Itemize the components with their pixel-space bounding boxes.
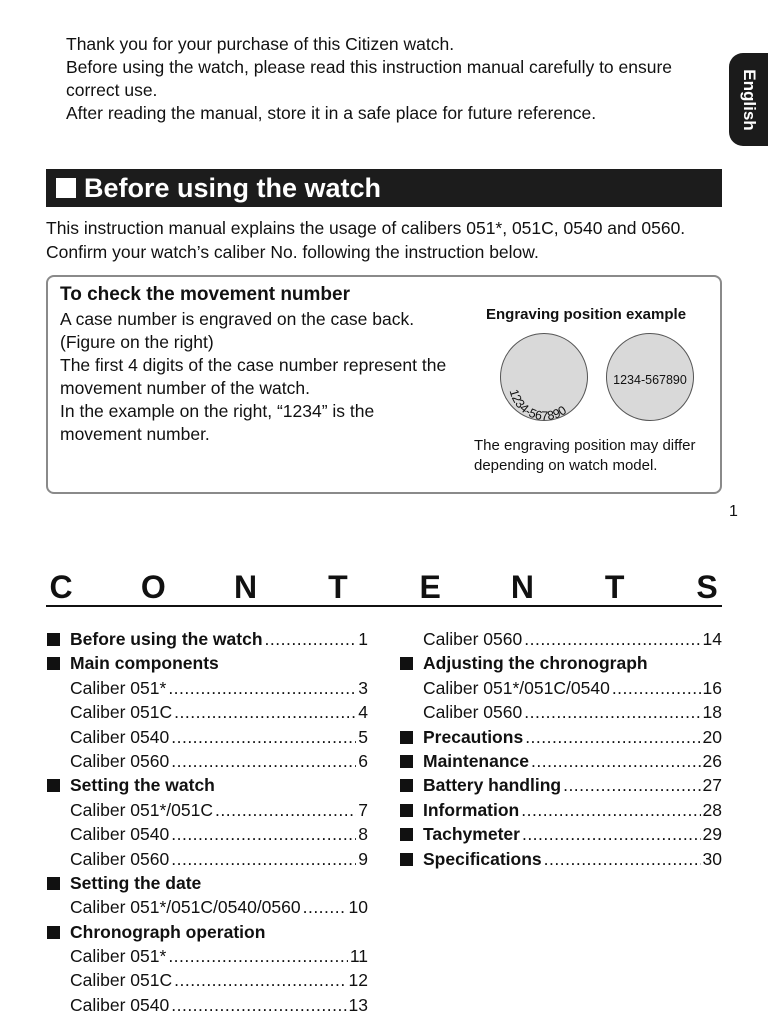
toc-section-entry[interactable] bbox=[46, 651, 368, 675]
toc-entry-label: Caliber 0540 bbox=[70, 994, 170, 1015]
toc-page-number: 9 bbox=[358, 848, 368, 869]
toc-page-number: 10 bbox=[348, 897, 368, 918]
toc-subentry[interactable] bbox=[46, 749, 368, 773]
toc-entry-label: Caliber 051* bbox=[70, 677, 167, 698]
toc-leader-dots bbox=[303, 895, 347, 919]
toc-leader-dots bbox=[522, 822, 701, 846]
toc-section-entry[interactable] bbox=[399, 822, 722, 846]
toc-entry-label: Caliber 051*/051C/0540 bbox=[423, 677, 610, 698]
language-tab[interactable] bbox=[729, 53, 768, 146]
box-line: The first 4 digits of the case number represent the movement number of the watch. bbox=[60, 355, 447, 398]
toc-page-number: 5 bbox=[358, 726, 368, 747]
toc-page-number: 11 bbox=[349, 946, 368, 967]
toc-leader-dots bbox=[171, 749, 356, 773]
toc-entry-label: Caliber 0560 bbox=[70, 750, 170, 771]
intro-text bbox=[66, 33, 706, 125]
toc-entry-label: Setting the watch bbox=[70, 775, 215, 796]
toc-entry-label: Caliber 051*/051C bbox=[70, 799, 214, 820]
toc-section-entry[interactable] bbox=[399, 773, 722, 797]
toc-section-entry[interactable] bbox=[399, 798, 722, 822]
toc-page-number: 30 bbox=[702, 848, 722, 869]
toc-leader-dots bbox=[531, 749, 701, 773]
box-line: In the example on the right, “1234” is the movement number. bbox=[60, 401, 375, 444]
toc-leader-dots bbox=[524, 627, 700, 651]
toc-page-number: 18 bbox=[702, 702, 722, 723]
toc-page-number: 8 bbox=[358, 824, 368, 845]
case-back-flat-engraving bbox=[606, 333, 694, 421]
toc-page-number: 28 bbox=[702, 799, 722, 820]
section-heading bbox=[46, 169, 722, 207]
toc-leader-dots bbox=[171, 822, 356, 846]
toc-subentry[interactable] bbox=[46, 676, 368, 700]
contents-letter: E bbox=[419, 569, 441, 605]
toc-entry-label: Caliber 0540 bbox=[70, 824, 170, 845]
toc-section-entry[interactable] bbox=[399, 651, 722, 675]
contents-letter: T bbox=[328, 569, 348, 605]
toc-entry-label: Adjusting the chronograph bbox=[423, 653, 648, 674]
toc-section-entry[interactable] bbox=[399, 847, 722, 871]
toc-leader-dots bbox=[171, 993, 346, 1017]
toc-entry-label: Caliber 0540 bbox=[70, 726, 170, 747]
box-line: A case number is engraved on the case back. bbox=[60, 309, 415, 329]
toc-subentry[interactable] bbox=[46, 944, 368, 968]
contents-heading bbox=[46, 569, 722, 607]
toc-subentry[interactable] bbox=[46, 700, 368, 724]
toc-leader-dots bbox=[171, 847, 356, 871]
page-number: 1 bbox=[729, 503, 738, 520]
toc-page-number: 3 bbox=[358, 677, 368, 698]
toc-page-number: 1 bbox=[358, 629, 368, 649]
contents-letter: T bbox=[604, 569, 625, 605]
toc-page-number: 12 bbox=[348, 970, 368, 991]
section-title: Before using the watch bbox=[84, 173, 382, 203]
toc-subentry[interactable] bbox=[399, 627, 722, 651]
toc-leader-dots bbox=[544, 847, 701, 871]
contents-letter: N bbox=[234, 569, 258, 605]
toc-entry-label: Setting the date bbox=[70, 872, 202, 893]
toc-entry-label: Before using the watch bbox=[70, 629, 263, 649]
toc-leader-dots bbox=[174, 968, 346, 992]
toc-page-number: 16 bbox=[702, 677, 722, 698]
toc-section-entry[interactable] bbox=[46, 871, 368, 895]
box-body bbox=[60, 308, 460, 446]
box-title: To check the movement number bbox=[60, 284, 350, 305]
toc-entry-label: Caliber 051* bbox=[70, 946, 167, 967]
toc-section-entry[interactable] bbox=[399, 725, 722, 749]
toc-leader-dots bbox=[521, 798, 700, 822]
toc-entry-label: Battery handling bbox=[423, 775, 562, 796]
toc-page-number: 7 bbox=[358, 799, 368, 820]
toc-subentry[interactable] bbox=[46, 895, 368, 919]
toc-entry-label: Caliber 0560 bbox=[70, 848, 170, 869]
toc-subentry[interactable] bbox=[46, 725, 368, 749]
toc-leader-dots bbox=[524, 700, 700, 724]
curved-engraving-svg bbox=[501, 334, 589, 422]
intro-line: Before using the watch, please read this instruction manual carefully to ensure correct use. bbox=[66, 57, 673, 100]
contents-letter: N bbox=[510, 569, 534, 605]
toc-entry-label: Caliber 051*/051C/0540/0560 bbox=[70, 897, 301, 918]
contents-letter: O bbox=[140, 569, 166, 605]
toc-page-number: 6 bbox=[358, 750, 368, 771]
square-bullet-icon bbox=[56, 178, 76, 198]
figure-note: The engraving position may differ depending on watch model. bbox=[474, 437, 696, 474]
toc-page-number: 26 bbox=[702, 750, 722, 771]
toc-subentry[interactable] bbox=[46, 968, 368, 992]
toc-leader-dots bbox=[174, 700, 356, 724]
intro-line: After reading the manual, store it in a safe place for future reference. bbox=[66, 103, 597, 123]
toc-right-column bbox=[399, 627, 722, 871]
toc-subentry[interactable] bbox=[399, 676, 722, 700]
toc-page-number: 20 bbox=[702, 726, 722, 747]
toc-subentry[interactable] bbox=[399, 700, 722, 724]
toc-left-column bbox=[46, 627, 368, 1017]
contents-letter: S bbox=[696, 569, 718, 605]
contents-letter: C bbox=[49, 569, 73, 605]
toc-leader-dots bbox=[168, 944, 348, 968]
toc-page-number: 29 bbox=[702, 824, 722, 845]
toc-entry-label: Specifications bbox=[423, 848, 542, 869]
box-line: (Figure on the right) bbox=[60, 332, 214, 352]
movement-number-box bbox=[46, 275, 722, 494]
toc-section-entry[interactable] bbox=[399, 749, 722, 773]
toc-entry-label: Information bbox=[423, 799, 520, 820]
toc-section-entry[interactable] bbox=[46, 627, 368, 651]
language-tab-label: English bbox=[739, 68, 759, 131]
toc-leader-dots bbox=[612, 676, 701, 700]
toc-entry-label: Main components bbox=[70, 653, 219, 674]
section-text: This instruction manual explains the usage of calibers 051*, 051C, 0540 and 0560. Confirm your watch’s caliber No. following the instruction below. bbox=[46, 218, 686, 262]
toc-entry-label: Caliber 051C bbox=[70, 702, 173, 723]
toc-entry-label: Maintenance bbox=[423, 750, 529, 771]
toc-subentry[interactable] bbox=[46, 822, 368, 846]
toc-entry-label: Precautions bbox=[423, 726, 524, 747]
toc-entry-label: Caliber 0560 bbox=[423, 629, 523, 649]
toc-leader-dots bbox=[563, 773, 700, 797]
toc-subentry[interactable] bbox=[46, 847, 368, 871]
toc-entry-label: Chronograph operation bbox=[70, 921, 266, 942]
intro-line: Thank you for your purchase of this Citizen watch. bbox=[66, 34, 455, 54]
toc-entry-label: Tachymeter bbox=[423, 824, 520, 845]
toc-leader-dots bbox=[265, 627, 357, 651]
toc-leader-dots bbox=[215, 798, 356, 822]
curved-engraving-text bbox=[507, 388, 569, 422]
toc-page-number: 4 bbox=[358, 702, 368, 723]
toc-page-number: 27 bbox=[702, 775, 722, 796]
toc-subentry[interactable] bbox=[46, 798, 368, 822]
toc-section-entry[interactable] bbox=[46, 920, 368, 944]
toc-leader-dots bbox=[525, 725, 700, 749]
toc-subentry[interactable] bbox=[46, 993, 368, 1017]
toc-leader-dots bbox=[171, 725, 356, 749]
toc-entry-label: Caliber 051C bbox=[70, 970, 173, 991]
toc-section-entry[interactable] bbox=[46, 773, 368, 797]
figure-title: Engraving position example bbox=[486, 306, 687, 323]
toc-page-number: 13 bbox=[348, 994, 368, 1015]
flat-engraving-text: 1234-567890 bbox=[613, 373, 687, 387]
toc-entry-label: Caliber 0560 bbox=[423, 702, 523, 723]
case-back-curved-engraving bbox=[500, 333, 588, 421]
toc-leader-dots bbox=[168, 676, 356, 700]
curved-engraving-path: 1234-567890 bbox=[506, 387, 570, 422]
toc-page-number: 14 bbox=[702, 629, 722, 649]
